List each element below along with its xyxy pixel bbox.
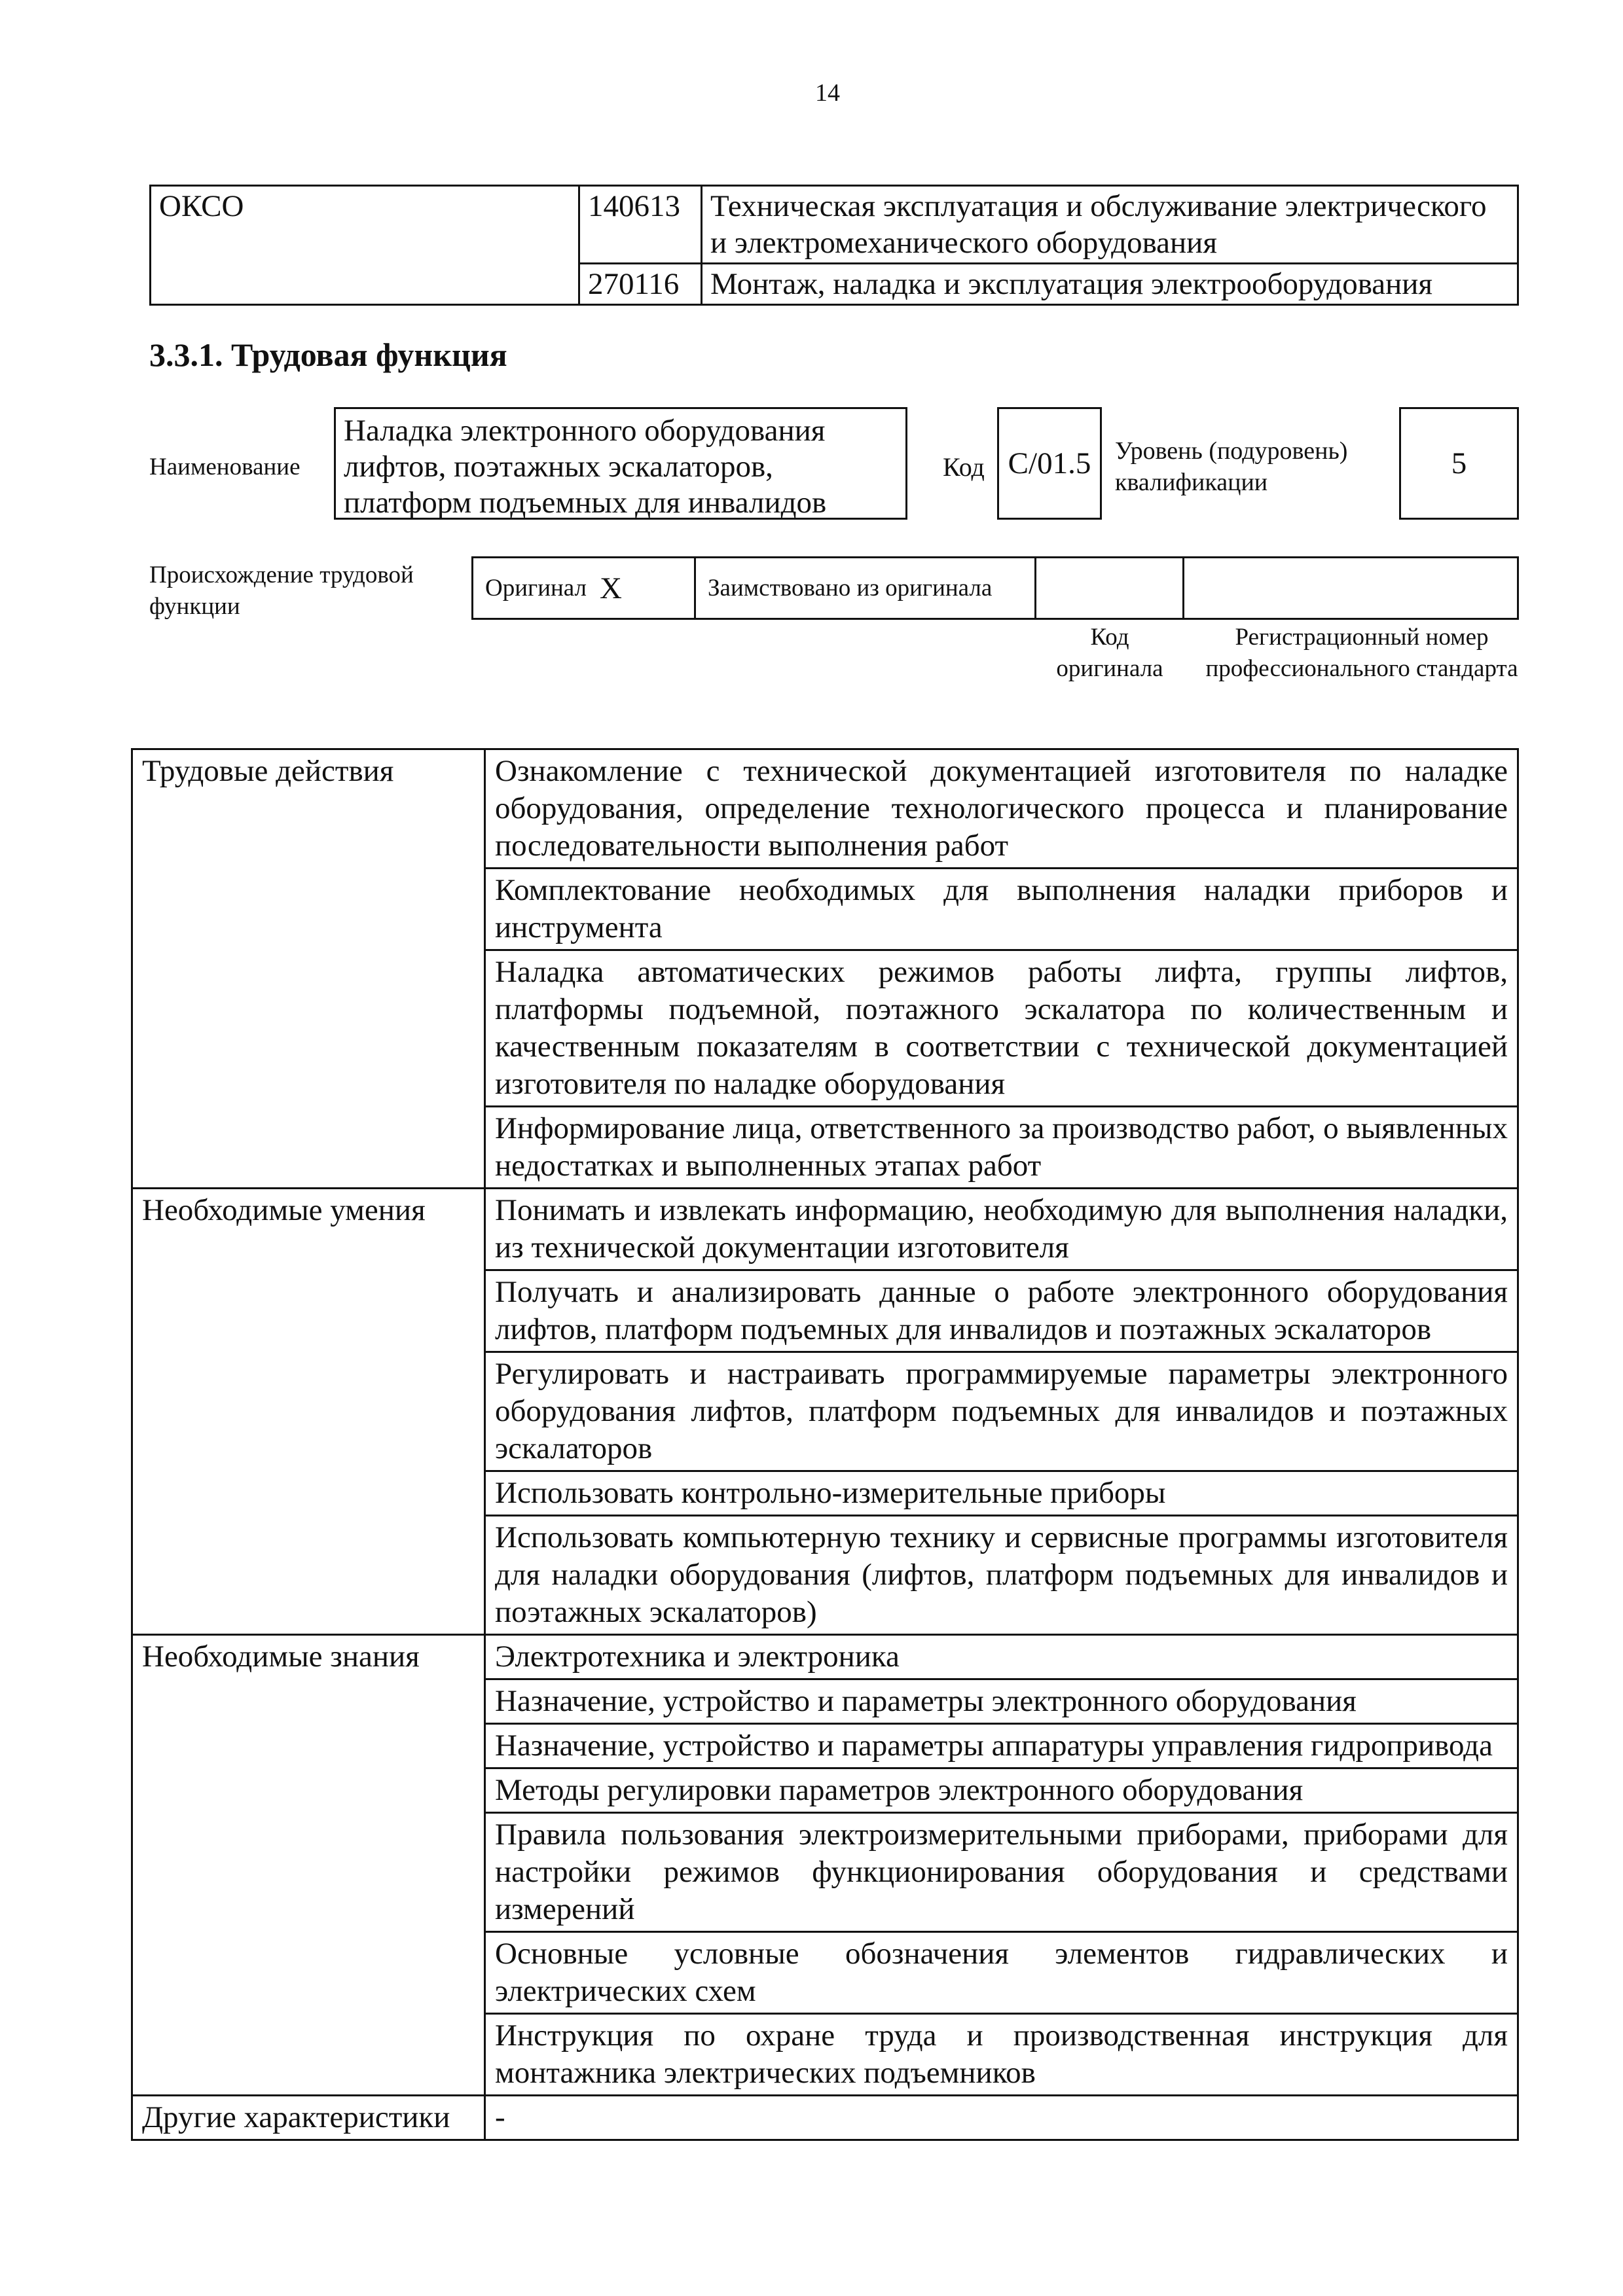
table-row (132, 1635, 1518, 1679)
function-details-table (131, 748, 1519, 2141)
reg-number-label: Регистрационный номер профессионального стандарта (1205, 624, 1518, 682)
item-cell: Электротехника и электроника (485, 1635, 1518, 1679)
code-original-label: Код оригинала (1056, 624, 1163, 682)
item-cell: Комплектование необходимых для выполнения наладки приборов и инструмента (485, 869, 1518, 950)
category-cell: Другие характеристики (132, 2096, 485, 2140)
item-cell: Наладка автоматических режимов работы лифта, группы лифтов, платформы подъемной, поэтажного эскалатора по количественным и качественным показателям в соответствии с технической документацией изготовителя по наладке оборудования (485, 950, 1518, 1107)
level-label: Уровень (подуровень) квалификации (1115, 437, 1348, 496)
category-cell: Необходимые знания (132, 1635, 485, 2096)
original-label: Оригинал (485, 575, 587, 601)
function-code: C/01.5 (997, 407, 1102, 520)
item-cell: Регулировать и настраивать программируемые параметры электронного оборудования лифтов, платформ подъемных для инвалидов и поэтажных эскалаторов (485, 1352, 1518, 1471)
item-cell: Назначение, устройство и параметры электронного оборудования (485, 1679, 1518, 1724)
item-cell: - (485, 2096, 1518, 2140)
original-mark: X (600, 571, 622, 605)
code-label: Код (943, 452, 985, 482)
original-cell (473, 558, 696, 618)
page-number: 14 (815, 79, 840, 107)
item-cell: Использовать компьютерную технику и сервисные программы изготовителя для наладки оборудования (лифтов, платформ подъемных для инвалидов и поэтажных эскалаторов) (485, 1516, 1518, 1635)
item-cell: Основные условные обозначения элементов гидравлических и электрических схем (485, 1932, 1518, 2014)
reg-number-cell (1184, 558, 1517, 618)
category-cell: Трудовые действия (132, 749, 485, 1189)
table-row (132, 2096, 1518, 2140)
code-original-cell (1036, 558, 1184, 618)
item-cell: Назначение, устройство и параметры аппаратуры управления гидропривода (485, 1724, 1518, 1768)
item-cell: Информирование лица, ответственного за производство работ, о выявленных недостатках и выполненных этапах работ (485, 1107, 1518, 1189)
okso-table (149, 185, 1519, 306)
section-title: 3.3.1. Трудовая функция (149, 336, 507, 373)
item-cell: Инструкция по охране труда и производственная инструкция для монтажника электрических подъемников (485, 2014, 1518, 2096)
table-row (132, 749, 1518, 869)
item-cell: Понимать и извлекать информацию, необходимую для выполнения наладки, из технической документации изготовителя (485, 1189, 1518, 1270)
qualification-level: 5 (1399, 407, 1519, 520)
category-cell: Необходимые умения (132, 1189, 485, 1635)
okso-name: Монтаж, наладка и эксплуатация электрооборудования (702, 264, 1518, 305)
okso-label: ОКСО (151, 186, 579, 305)
name-label: Наименование (149, 454, 301, 480)
item-cell: Правила пользования электроизмерительными приборами, приборами для настройки режимов функционирования оборудования и средствами измерений (485, 1813, 1518, 1932)
item-cell: Получать и анализировать данные о работе электронного оборудования лифтов, платформ подъемных для инвалидов и поэтажных эскалаторов (485, 1270, 1518, 1352)
okso-code: 270116 (579, 264, 702, 305)
origin-label: Происхождение трудовой функции (149, 562, 414, 620)
origin-row (471, 556, 1519, 620)
borrowed-cell (696, 558, 1036, 618)
item-cell: Методы регулировки параметров электронного оборудования (485, 1768, 1518, 1813)
function-name: Наладка электронного оборудования лифтов, поэтажных эскалаторов, платформ подъемных для инвалидов (334, 407, 907, 520)
item-cell: Использовать контрольно-измерительные приборы (485, 1471, 1518, 1516)
item-cell: Ознакомление с технической документацией изготовителя по наладке оборудования, определение технологического процесса и планирование последовательности выполнения работ (485, 749, 1518, 869)
table-row (132, 1189, 1518, 1270)
okso-row (151, 186, 1518, 264)
okso-code: 140613 (579, 186, 702, 264)
okso-name: Техническая эксплуатация и обслуживание электрического и электромеханического оборудования (702, 186, 1518, 264)
borrowed-label: Заимствовано из оригинала (708, 575, 993, 601)
